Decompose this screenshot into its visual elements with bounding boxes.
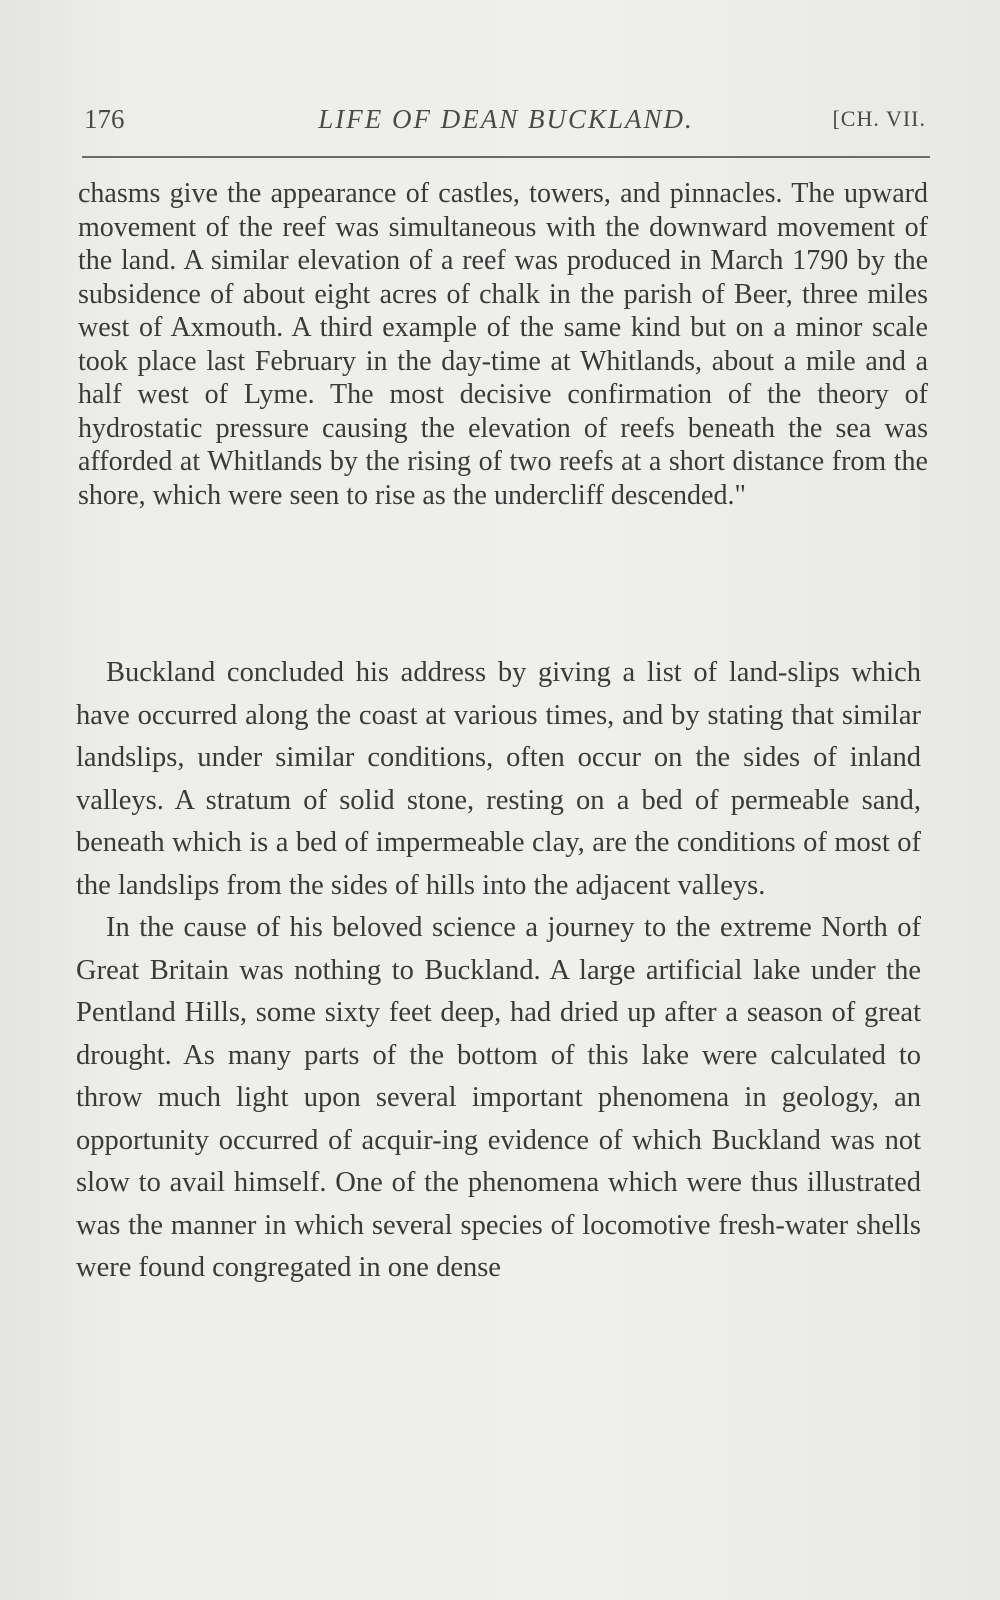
body-paragraph-2: In the cause of his beloved science a journey to the extreme North of Great Britain was nothing to Buckland. A large artificial lake under the Pentland Hills, some sixty feet deep, had dried up after a season of great drought. As many parts of the bottom of this lake were calculated to throw much light upon several important phenomena in geology, an opportunity occurred of acquir-ing evidence of which Buckland was not slow to avail himself. One of the phenomena which were thus illustrated was the manner in which several species of locomotive fresh-water shells were found congregated in one dense bbox=[76, 912, 921, 1283]
running-head bbox=[82, 104, 930, 144]
quoted-passage bbox=[78, 177, 928, 512]
page-number: 176 bbox=[84, 104, 125, 134]
header-rule bbox=[82, 156, 930, 158]
running-title: LIFE OF DEAN BUCKLAND. bbox=[318, 104, 694, 134]
chapter-reference: [CH. VII. bbox=[832, 106, 926, 131]
body-text bbox=[76, 652, 921, 1290]
quote-paragraph: chasms give the appearance of castles, towers, and pinnacles. The upward movement of the reef was simultaneous with the downward movement of the land. A similar elevation of a reef was produced in March 1790 by the subsidence of about eight acres of chalk in the parish of Beer, three miles west of Axmouth. A third example of the same kind but on a minor scale took place last February in the day-time at Whitlands, about a mile and a half west of Lyme. The most decisive confirmation of the theory of hydrostatic pressure causing the elevation of reefs beneath the sea was afforded at Whitlands by the rising of two reefs at a short distance from the shore, which were seen to rise as the undercliff descended." bbox=[78, 178, 928, 511]
body-paragraph-1: Buckland concluded his address by giving a list of land-slips which have occurred along the coast at various times, and by stating that similar landslips, under similar conditions, often occur on the sides of inland valleys. A stratum of solid stone, resting on a bed of permeable sand, beneath which is a bed of impermeable clay, are the conditions of most of the landslips from the sides of hills into the adjacent valleys. bbox=[76, 657, 921, 901]
